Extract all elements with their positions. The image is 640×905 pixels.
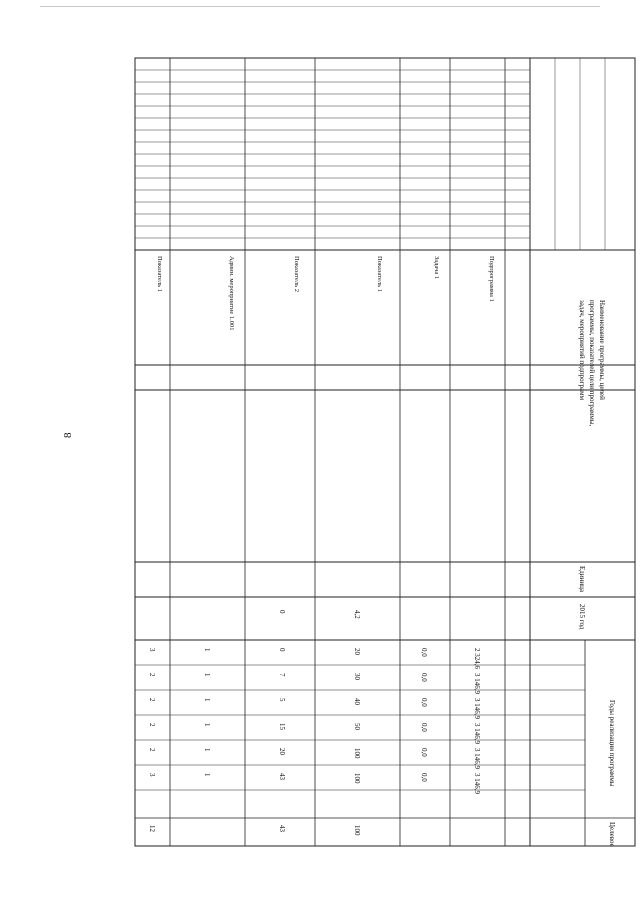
svg-text:0: 0 bbox=[278, 648, 286, 652]
svg-text:Показатель 1: Показатель 1 bbox=[156, 256, 163, 292]
svg-text:0,0: 0,0 bbox=[420, 673, 428, 682]
svg-text:0: 0 bbox=[278, 610, 286, 614]
svg-text:программы, показателей цели пр: программы, показателей цели программы, bbox=[588, 300, 596, 427]
svg-text:1: 1 bbox=[203, 648, 211, 652]
svg-text:Показатель 2: Показатель 2 bbox=[293, 256, 300, 292]
svg-text:3 146,9: 3 146,9 bbox=[473, 698, 481, 719]
svg-text:20: 20 bbox=[278, 748, 286, 755]
svg-text:3 146,9: 3 146,9 bbox=[473, 673, 481, 694]
svg-text:2015 год: 2015 год bbox=[578, 604, 586, 630]
svg-text:1: 1 bbox=[203, 773, 211, 777]
svg-text:0,0: 0,0 bbox=[420, 648, 428, 657]
svg-text:Годы реализации программы: Годы реализации программы bbox=[608, 700, 616, 787]
svg-text:1: 1 bbox=[203, 748, 211, 752]
svg-text:1: 1 bbox=[203, 698, 211, 702]
svg-text:20: 20 bbox=[353, 648, 361, 655]
svg-text:100: 100 bbox=[353, 773, 361, 784]
svg-text:100: 100 bbox=[353, 748, 361, 759]
svg-text:50: 50 bbox=[353, 723, 361, 730]
header-name: Наименование программы, целей bbox=[598, 300, 606, 400]
svg-text:12: 12 bbox=[148, 825, 156, 832]
svg-text:1: 1 bbox=[203, 673, 211, 677]
svg-text:2: 2 bbox=[148, 748, 156, 752]
svg-text:Задача 1: Задача 1 bbox=[433, 256, 440, 280]
svg-text:5: 5 bbox=[278, 698, 286, 702]
svg-text:3: 3 bbox=[148, 648, 156, 652]
svg-text:0,0: 0,0 bbox=[420, 748, 428, 757]
svg-text:15: 15 bbox=[278, 723, 286, 730]
svg-text:2: 2 bbox=[148, 673, 156, 677]
svg-text:43: 43 bbox=[278, 773, 286, 780]
svg-text:3 146,9: 3 146,9 bbox=[473, 773, 481, 794]
svg-text:задач, мероприятий подпрограмм: задач, мероприятий подпрограмм bbox=[578, 300, 586, 401]
svg-text:3 146,9: 3 146,9 bbox=[473, 723, 481, 744]
svg-text:0,0: 0,0 bbox=[420, 723, 428, 732]
svg-text:2 324,6: 2 324,6 bbox=[473, 648, 481, 669]
svg-text:Админ. мероприятие 1.001: Админ. мероприятие 1.001 bbox=[228, 256, 235, 331]
svg-text:7: 7 bbox=[278, 673, 286, 677]
svg-text:43: 43 bbox=[278, 825, 286, 832]
svg-text:0,0: 0,0 bbox=[420, 773, 428, 782]
svg-text:100: 100 bbox=[353, 825, 361, 836]
svg-text:2: 2 bbox=[148, 723, 156, 727]
svg-text:40: 40 bbox=[353, 698, 361, 705]
svg-text:Целевое: Целевое bbox=[608, 822, 616, 847]
svg-text:4,2: 4,2 bbox=[353, 610, 361, 619]
svg-text:30: 30 bbox=[353, 673, 361, 680]
svg-text:3 146,9: 3 146,9 bbox=[473, 748, 481, 769]
svg-text:3: 3 bbox=[148, 773, 156, 777]
svg-text:0,0: 0,0 bbox=[420, 698, 428, 707]
svg-text:2: 2 bbox=[148, 698, 156, 702]
page-number: 8 bbox=[62, 432, 74, 438]
svg-text:1: 1 bbox=[203, 723, 211, 727]
svg-text:Единица: Единица bbox=[578, 566, 586, 592]
svg-text:Показатель 1: Показатель 1 bbox=[376, 256, 383, 292]
svg-text:Подпрограмма 1: Подпрограмма 1 bbox=[488, 256, 495, 302]
